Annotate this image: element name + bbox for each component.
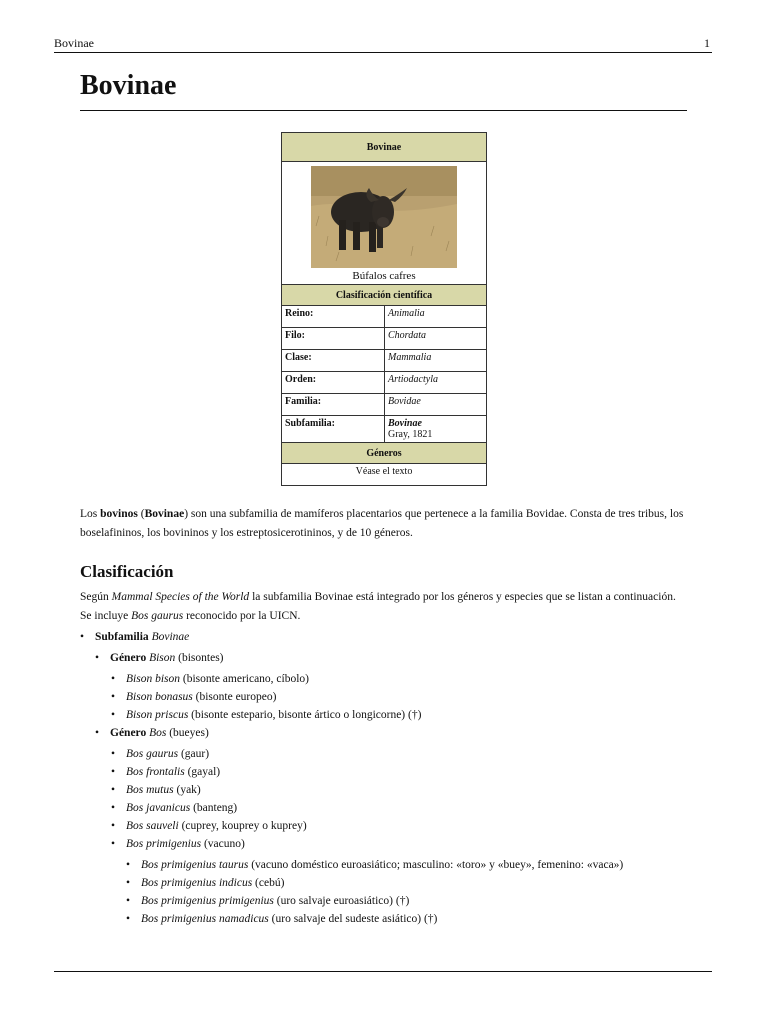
subspecies-name[interactable]: Bos primigenius indicus xyxy=(141,877,253,889)
footer-rule xyxy=(54,971,712,972)
text: ) son una subfamilia de mamíferos placentarios que pertenece a la familia Bovidae. Consta de tres tribus, los boselafininos, los bovininos y los estreptosicerotininos, y de 10 géneros. xyxy=(80,508,684,539)
section-heading: Clasificación xyxy=(80,562,174,581)
row-value[interactable]: Mammalia xyxy=(385,350,487,372)
common-name: (bueyes) xyxy=(169,727,209,739)
row-label: Clase: xyxy=(282,350,385,372)
infobox-row xyxy=(282,416,487,443)
section-paragraph xyxy=(80,588,688,626)
subspecies-name[interactable]: Bos primigenius namadicus xyxy=(141,913,269,925)
species-desc: (gaur) xyxy=(180,748,210,760)
authority: Gray, 1821 xyxy=(388,429,433,440)
running-title: Bovinae xyxy=(54,36,94,50)
species-name[interactable]: Bos primigenius xyxy=(126,838,202,850)
text: ( xyxy=(137,508,145,520)
link-bos-gaurus[interactable]: Bos gaurus xyxy=(131,610,184,622)
list-item xyxy=(141,874,700,892)
infobox-row xyxy=(282,372,487,394)
row-value xyxy=(385,416,487,443)
infobox-row xyxy=(282,306,487,328)
list-item xyxy=(126,835,700,928)
infobox-image-cell xyxy=(282,162,487,285)
row-label: Reino: xyxy=(282,306,385,328)
text: reconocido por la UICN. xyxy=(183,610,301,622)
subspecies-desc: (vacuno doméstico euroasiático; masculino: «toro» y «buey», femenino: «vaca») xyxy=(251,859,624,871)
species-name[interactable]: Bos frontalis xyxy=(126,766,185,778)
subfamily-value: Bovinae xyxy=(388,418,422,429)
species-desc: (yak) xyxy=(176,784,201,796)
species-name[interactable]: Bos sauveli xyxy=(126,820,179,832)
species-desc: (bisonte americano, cíbolo) xyxy=(182,673,310,685)
list-item xyxy=(126,706,700,724)
infobox-image-caption: Búfalos cafres xyxy=(352,270,416,282)
species-desc: (bisonte europeo) xyxy=(195,691,277,703)
list-item xyxy=(141,856,700,874)
page-number: 1 xyxy=(704,36,710,50)
link-msw[interactable]: Mammal Species of the World xyxy=(111,591,250,603)
subspecies-name[interactable]: Bos primigenius primigenius xyxy=(141,895,274,907)
taxonomy-list xyxy=(80,628,700,928)
species-name[interactable]: Bison bison xyxy=(126,673,180,685)
row-label: Filo: xyxy=(282,328,385,350)
subspecies-desc: (uro salvaje euroasiático) (†) xyxy=(276,895,410,907)
running-header xyxy=(54,36,712,53)
subspecies-name[interactable]: Bos primigenius taurus xyxy=(141,859,249,871)
list-item-genus-bos xyxy=(110,724,700,928)
subspecies-desc: (uro salvaje del sudeste asiático) (†) xyxy=(271,913,438,925)
list-item xyxy=(141,910,700,928)
buffalo-photo[interactable] xyxy=(311,166,457,268)
infobox-sci-header: Clasificación científica xyxy=(282,285,487,306)
list-item xyxy=(141,892,700,910)
infobox xyxy=(281,132,487,486)
list-item xyxy=(126,763,700,781)
species-name[interactable]: Bison priscus xyxy=(126,709,189,721)
taxon-name[interactable]: Bison xyxy=(149,652,176,664)
infobox-title: Bovinae xyxy=(282,133,487,162)
term-bovinae: Bovinae xyxy=(144,508,185,520)
subspecies-desc: (cebú) xyxy=(255,877,285,889)
list-item xyxy=(126,817,700,835)
text: Según xyxy=(80,591,112,603)
taxon-name[interactable]: Bovinae xyxy=(151,631,190,643)
text: la subfamilia Bovinae está integrado por los géneros y especies que se listan a continuación. Se incluye xyxy=(80,591,676,622)
species-desc: (vacuno) xyxy=(203,838,245,850)
list-item-subfamily xyxy=(95,628,700,928)
infobox-row xyxy=(282,350,487,372)
row-value[interactable]: Artiodactyla xyxy=(385,372,487,394)
row-value[interactable]: Chordata xyxy=(385,328,487,350)
title-rule xyxy=(80,110,687,111)
row-value[interactable]: Bovidae xyxy=(385,394,487,416)
species-name[interactable]: Bison bonasus xyxy=(126,691,193,703)
list-item xyxy=(126,799,700,817)
intro-paragraph xyxy=(80,505,688,543)
infobox-row xyxy=(282,394,487,416)
list-item xyxy=(126,781,700,799)
list-item xyxy=(126,670,700,688)
rank-label: Subfamilia xyxy=(95,631,149,643)
row-label: Familia: xyxy=(282,394,385,416)
list-item xyxy=(126,688,700,706)
species-desc: (banteng) xyxy=(193,802,238,814)
text: Los xyxy=(80,508,101,520)
species-name[interactable]: Bos javanicus xyxy=(126,802,191,814)
row-value[interactable]: Animalia xyxy=(385,306,487,328)
row-label: Orden: xyxy=(282,372,385,394)
list-item xyxy=(126,745,700,763)
infobox-row xyxy=(282,328,487,350)
term-bovinos: bovinos xyxy=(100,508,138,520)
infobox-genera-text: Véase el texto xyxy=(282,464,487,486)
common-name: (bisontes) xyxy=(178,652,224,664)
row-label: Subfamilia: xyxy=(282,416,385,443)
page-title: Bovinae xyxy=(80,70,177,101)
taxon-name[interactable]: Bos xyxy=(149,727,167,739)
species-name[interactable]: Bos gaurus xyxy=(126,748,179,760)
species-name[interactable]: Bos mutus xyxy=(126,784,174,796)
infobox-genera-header: Géneros xyxy=(282,443,487,464)
rank-label: Género xyxy=(110,652,147,664)
species-desc: (bisonte estepario, bisonte ártico o longicorne) (†) xyxy=(191,709,422,721)
species-desc: (gayal) xyxy=(187,766,221,778)
rank-label: Género xyxy=(110,727,147,739)
list-item-genus-bison xyxy=(110,649,700,724)
species-desc: (cuprey, kouprey o kuprey) xyxy=(181,820,307,832)
